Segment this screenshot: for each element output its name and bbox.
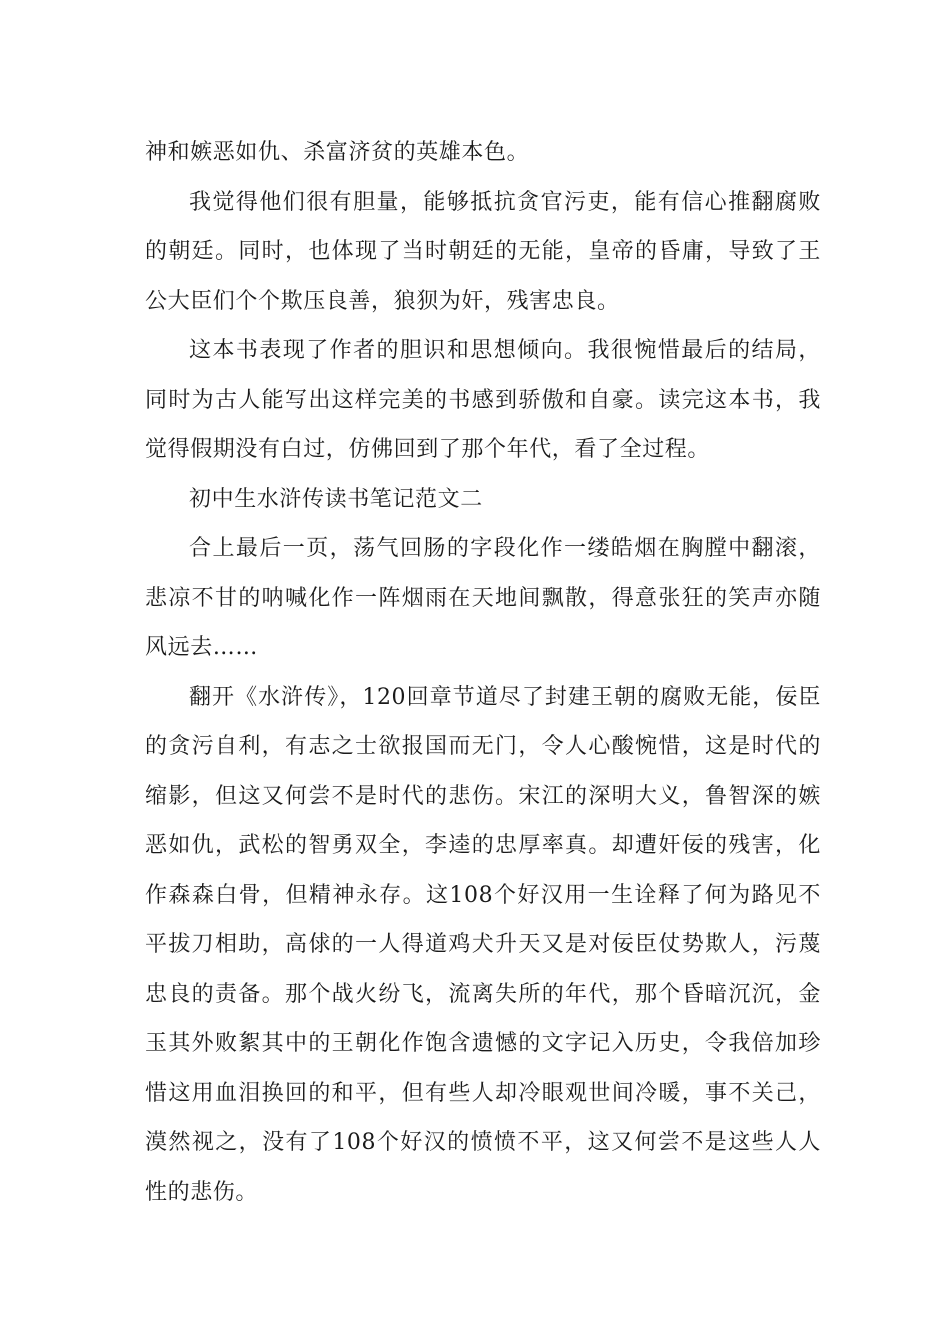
paragraph-2: 我觉得他们很有胆量，能够抵抗贪官污吏，能有信心推翻腐败的朝廷。同时，也体现了当时朝廷的无能，皇帝的昏庸，导致了王公大臣们个个欺压良善，狼狈为奸，残害忠良。 — [145, 189, 821, 314]
document-page — [145, 128, 821, 1217]
section-heading: 初中生水浒传读书笔记范文二 — [189, 486, 483, 512]
paragraph-4: 合上最后一页，荡气回肠的字段化作一缕皓烟在胸膛中翻滚，悲凉不甘的呐喊化作一阵烟雨在天地间飘散，得意张狂的笑声亦随风远去…… — [145, 536, 821, 660]
paragraph-1: 神和嫉恶如仇、杀富济贫的英雄本色。 — [145, 140, 530, 165]
paragraph-5: 翻开《水浒传》，120回章节道尽了封建王朝的腐败无能，佞臣的贪污自利，有志之士欲报国而无门，令人心酸惋惜，这是时代的缩影，但这又何尝不是时代的悲伤。宋江的深明大义，鲁智深的嫉恶如仇，武松的智勇双全，李逵的忠厚率真。却遭奸佞的残害，化作森森白骨，但精神永存。这108个好汉用一生诠释了何为路见不平拔刀相助，高俅的一人得道鸡犬升天又是对佞臣仗势欺人，污蔑忠良的责备。那个战火纷飞，流离失所的年代，那个昏暗沉沉，金玉其外败絮其中的王朝化作饱含遗憾的文字记入历史，令我倍加珍惜这用血泪换回的和平，但有些人却冷眼观世间冷暖，事不关己，漠然视之，没有了108个好汉的愤愤不平，这又何尝不是这些人人性的悲伤。 — [145, 684, 821, 1205]
paragraph-3: 这本书表现了作者的胆识和思想倾向。我很惋惜最后的结局，同时为古人能写出这样完美的书感到骄傲和自豪。读完这本书，我觉得假期没有白过，仿佛回到了那个年代，看了全过程。 — [145, 338, 821, 462]
